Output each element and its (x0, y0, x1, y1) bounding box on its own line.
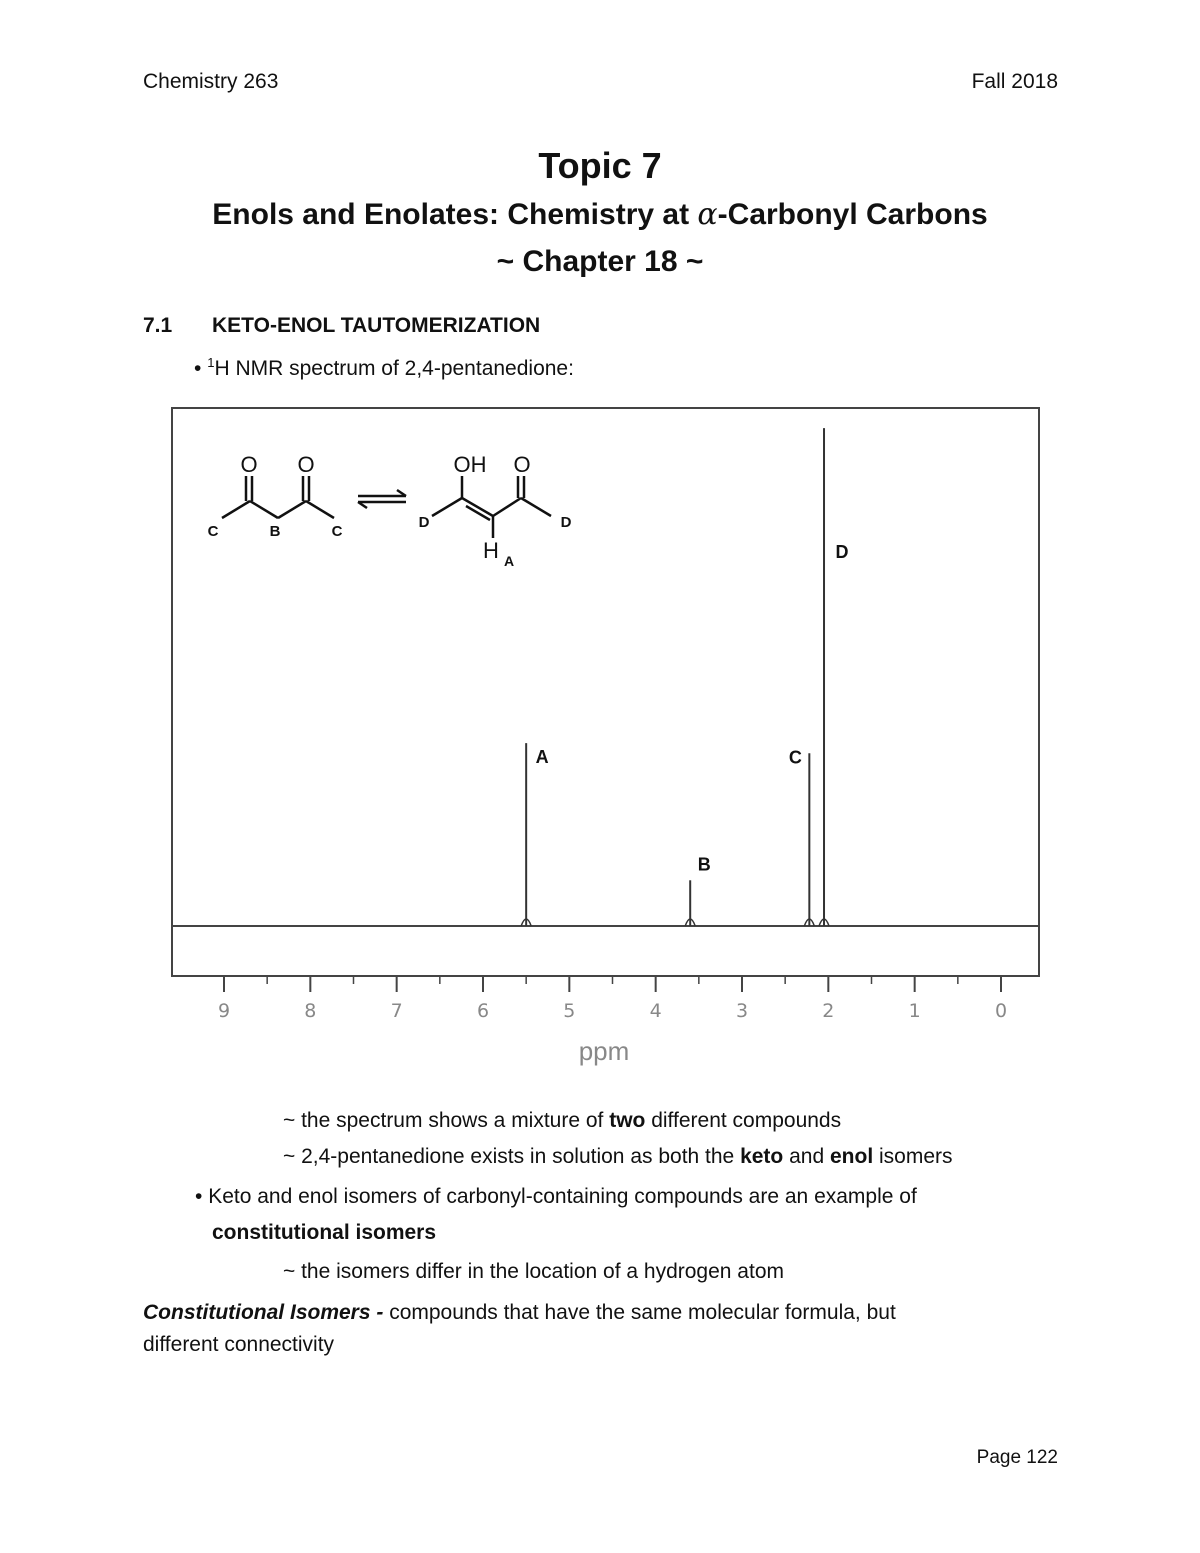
subtitle-part-2: -Carbonyl Carbons (717, 198, 988, 231)
nmr-bullet-text: H NMR spectrum of 2,4-pentanedione: (214, 357, 574, 380)
note-line-2 (283, 1143, 953, 1171)
x-tick-label-8: 8 (304, 1000, 317, 1022)
enol-h: H (483, 538, 499, 563)
note-line-3 (195, 1183, 917, 1211)
bullet-dot: • (194, 357, 202, 380)
enol-o: O (513, 452, 531, 477)
x-tick-label-0: 0 (994, 1000, 1008, 1022)
note-line-4: constitutional isomers (212, 1221, 437, 1244)
x-tick-label-5: 5 (563, 1000, 576, 1022)
enol-oh: OH (453, 452, 487, 477)
spectrum-peaks (521, 428, 848, 926)
keto-label-b: B (269, 523, 281, 540)
x-axis-ticks (218, 976, 1007, 1022)
x-axis-label: ppm (578, 1036, 630, 1066)
keto-o2: O (297, 452, 315, 477)
peak-label-A: A (535, 747, 549, 768)
enol-label-d1: D (418, 514, 430, 531)
note-2e: isomers (873, 1145, 953, 1168)
topic-title: Topic 7 (538, 145, 662, 186)
note-1a: ~ the spectrum shows a mixture of (283, 1109, 610, 1132)
note-2b: keto (740, 1145, 784, 1168)
note-1c: different compounds (645, 1109, 842, 1132)
enol-label-d2: D (560, 514, 572, 531)
section-title: KETO-ENOL TAUTOMERIZATION (212, 314, 541, 337)
superscript-one: 1 (207, 355, 215, 370)
term-label: Fall 2018 (971, 70, 1058, 93)
note-2d: enol (829, 1145, 874, 1168)
keto-o1: O (240, 452, 258, 477)
note-line-1 (283, 1107, 841, 1135)
note-1b: two (609, 1109, 646, 1132)
section-number: 7.1 (143, 314, 173, 337)
note-line-5: ~ the isomers differ in the location of a hydrogen atom (283, 1260, 784, 1283)
keto-structure (222, 476, 334, 518)
bullet-dot-2: • (195, 1185, 203, 1208)
note-2c: and (783, 1145, 830, 1168)
page-number: Page 122 (976, 1447, 1058, 1468)
definition-term: Constitutional Isomers - (143, 1301, 384, 1324)
chapter-label: ~ Chapter 18 ~ (496, 245, 704, 278)
note-2a: ~ 2,4-pentanedione exists in solution as both the (283, 1145, 741, 1168)
enol-h-subscript: A (503, 553, 515, 569)
x-tick-label-9: 9 (217, 1000, 231, 1022)
note-3: Keto and enol isomers of carbonyl-containing compounds are an example of (208, 1185, 917, 1208)
definition (143, 1299, 896, 1327)
equilibrium-arrows-icon (358, 490, 406, 508)
x-tick-label-6: 6 (476, 1000, 490, 1022)
x-tick-label-2: 2 (822, 1000, 835, 1022)
x-tick-label-7: 7 (390, 1000, 403, 1022)
enol-structure (432, 476, 551, 538)
definition-text: compounds that have the same molecular formula, but (383, 1301, 896, 1324)
keto-label-c2: C (331, 523, 343, 540)
peak-label-D: D (835, 542, 849, 563)
alpha-symbol: α (697, 197, 718, 232)
course-name: Chemistry 263 (143, 70, 279, 93)
definition-line-2: different connectivity (143, 1333, 335, 1356)
subtitle-part-1: Enols and Enolates: Chemistry at (212, 198, 698, 231)
keto-label-c1: C (207, 523, 219, 540)
x-tick-label-4: 4 (649, 1000, 662, 1022)
x-tick-label-3: 3 (735, 1000, 749, 1022)
peak-label-C: C (788, 747, 802, 768)
x-tick-label-1: 1 (908, 1000, 921, 1022)
peak-label-B: B (697, 854, 711, 875)
